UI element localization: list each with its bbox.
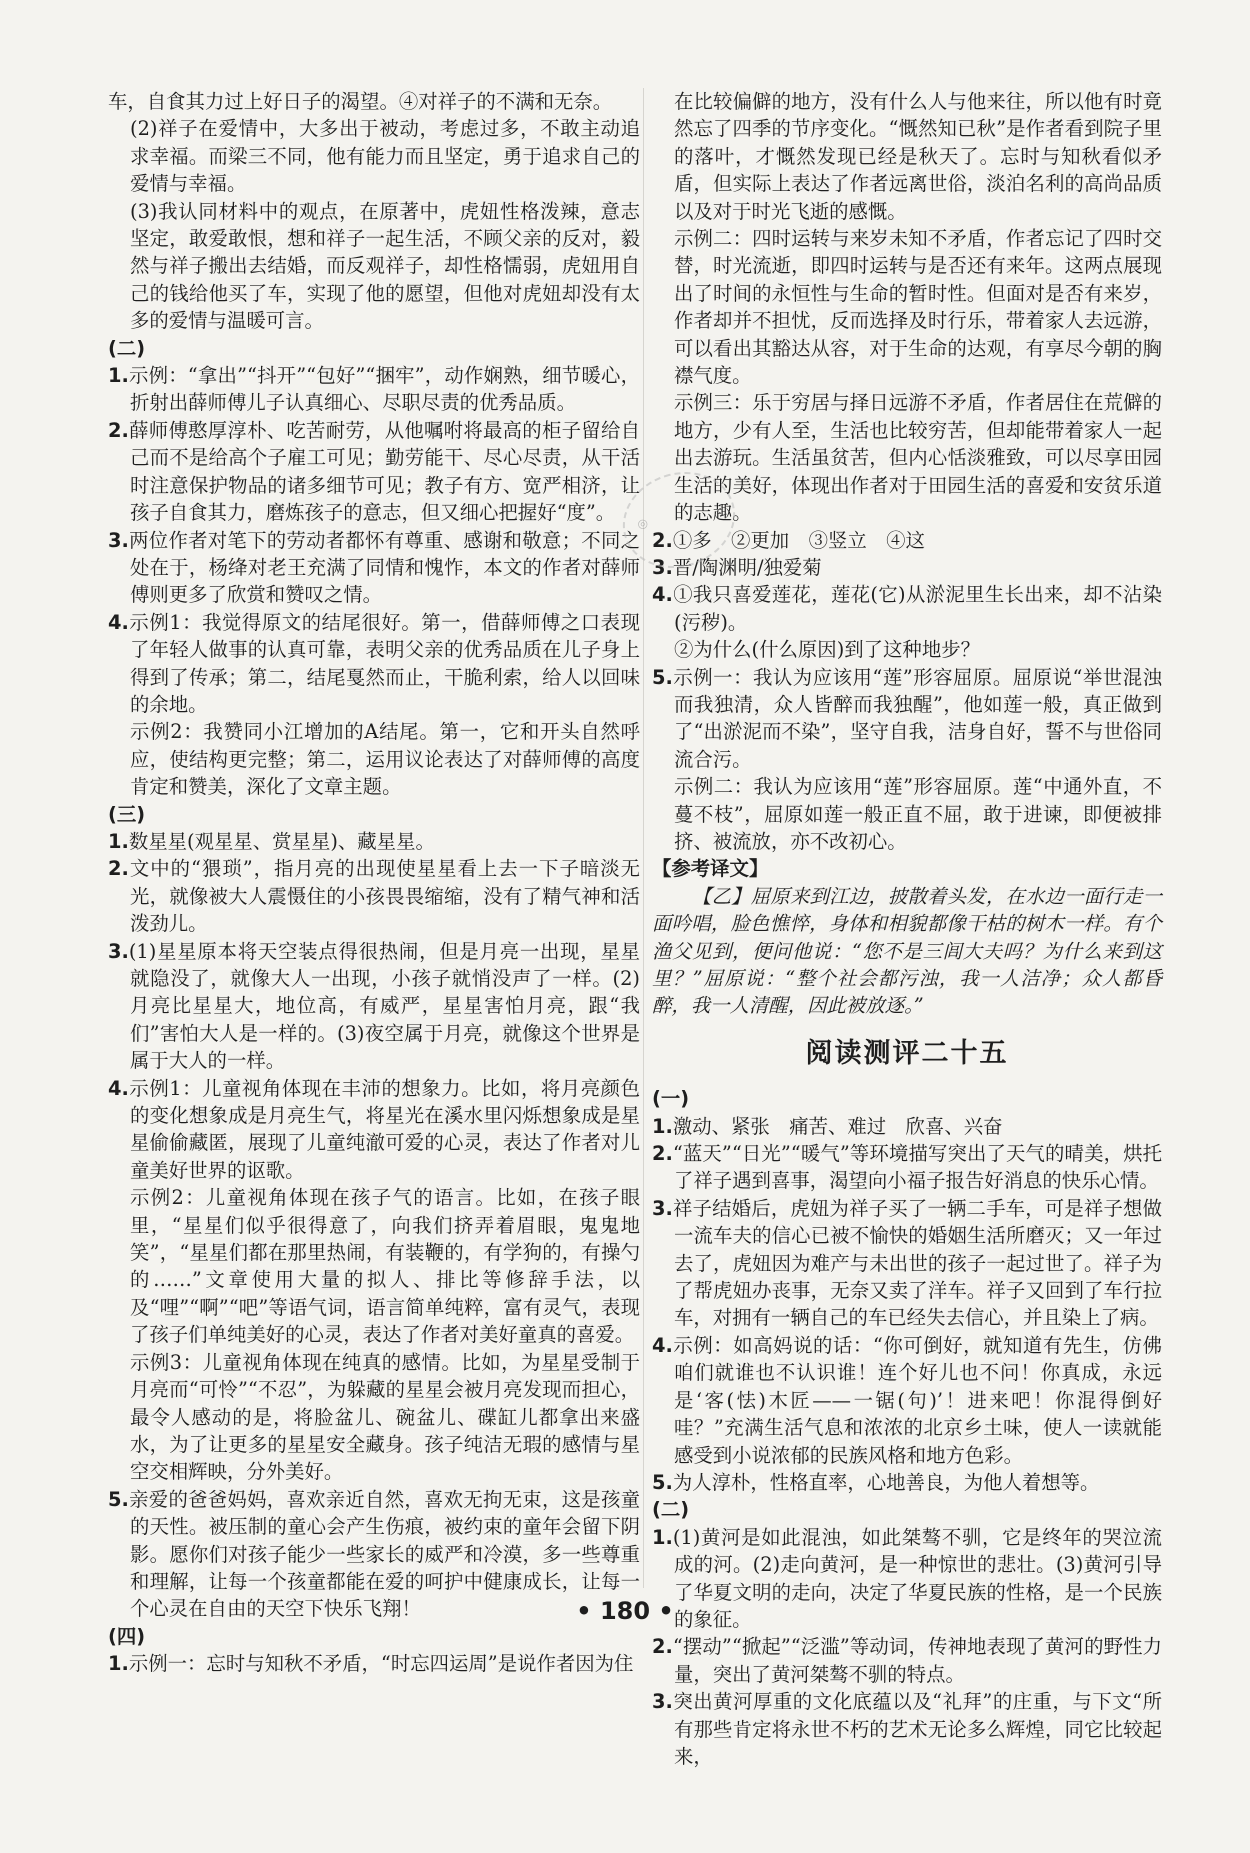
section-heading: (二) <box>108 336 146 360</box>
answer-text: ①我只喜爱莲花，莲花(它)从淤泥里生长出来，却不沾染(污秽)。 <box>672 583 1162 634</box>
answer-number: 2. <box>652 528 673 552</box>
answer-number: 3. <box>652 555 673 579</box>
section-heading: (二) <box>652 1498 690 1522</box>
answer-item <box>108 609 640 719</box>
answer-number: 2. <box>108 857 129 881</box>
section-heading: (一) <box>652 1087 690 1111</box>
answer-paragraph: 示例2：儿童视角体现在孩子气的语言。比如，在孩子眼里，“星星们似乎很得意了，向我们挤弄着眉眼，鬼鬼地笑”，“星星们都在那里热闹，有装鞭的，有学狗的，有操勺的……”文章使用大量的拟人、排比等修辞手法，以及“哩”“啊”“吧”等语气词，语言简单纯粹，富有灵气，表现了孩子们单纯美好的心灵，表达了作者对美好童真的喜爱。 <box>130 1186 640 1347</box>
answer-number: 1. <box>108 829 129 853</box>
answer-text: 两位作者对笔下的劳动者都怀有尊重、感谢和敬意；不同之处在于，杨绛对老王充满了同情和愧怍，本文的作者对薛师傅则更多了欣赏和赞叹之情。 <box>128 528 640 607</box>
stamp-mark: ◎ <box>635 515 650 532</box>
section-heading: (三) <box>108 802 146 826</box>
answer-number: 4. <box>652 583 673 607</box>
section-heading: (四) <box>108 1624 146 1648</box>
answer-number: 5. <box>652 1470 673 1494</box>
answer-text: 示例一：忘时与知秋不矛盾，“时忘四运周”是说作者因为住 <box>128 1652 634 1676</box>
answer-number: 1. <box>108 364 129 388</box>
answer-number: 2. <box>108 418 129 442</box>
answer-paragraph: (3)我认同材料中的观点，在原著中，虎妞性格泼辣，意志坚定，敢爱敢恨，想和祥子一起生活，不顾父亲的反对，毅然与祥子搬出去结婚，而反观祥子，却性格懦弱，虎妞用自己的钱给他买了车，实现了他的愿望，但他对虎妞却没有太多的爱情与温暖可言。 <box>130 199 640 333</box>
answer-number: 4. <box>108 610 129 634</box>
answer-text: 示例1：我觉得原文的结尾很好。第一，借薛师傅之口表现了年轻人做事的认真可靠，表明父亲的优秀品质在儿子身上得到了传承；第二，结尾戛然而止，干脆利索，给人以回味的余地。 <box>128 610 640 716</box>
translation-heading: 【参考译文】 <box>652 857 769 881</box>
answer-text: 示例：“拿出”“抖开”“包好”“捆牢”，动作娴熟，细节暖心，折射出薛师傅儿子认真细心、尽职尽责的优秀品质。 <box>128 364 640 415</box>
answer-item <box>108 362 640 417</box>
answer-item <box>108 938 640 1075</box>
answer-text: 示例：如高妈说的话：“你可倒好，就知道有先生，仿佛咱们就谁也不认识谁！连个好儿也不问！你真成，永远是‘客(怯)木匠——一锯(句)’！进来吧！你混得倒好哇？”充满生活气息和浓浓的北京乡土味，使人一读就能感受到小说浓郁的民族风格和地方色彩。 <box>672 1333 1162 1467</box>
column-divider <box>643 88 644 1588</box>
answer-item <box>652 1140 1162 1195</box>
answer-number: 1. <box>108 1652 129 1676</box>
answer-number: 3. <box>652 1196 673 1220</box>
answer-item <box>652 1688 1162 1770</box>
answer-text: “蓝天”“日光”“暖气”等环境描写突出了天气的晴美，烘托了祥子遇到喜事，渴望向小福子报告好消息的快乐心情。 <box>672 1142 1162 1193</box>
answer-text: 为人淳朴，性格直率，心地善良，为他人着想等。 <box>672 1470 1100 1494</box>
answer-text: ①多 ②更加 ③竖立 ④这 <box>672 528 925 552</box>
answer-text: (1)星星原本将天空装点得很热闹，但是月亮一出现，星星就隐没了，就像大人一出现，小孩子就悄没声了一样。(2)月亮比星星大，地位高，有威严，星星害怕月亮，跟“我们”害怕大人是一样的。(3)夜空属于月亮，就像这个世界是属于大人的一样。 <box>128 939 640 1073</box>
answer-number: 5. <box>652 665 673 689</box>
answer-item <box>108 828 640 855</box>
chapter-title: 阅读测评二十五 <box>805 1037 1009 1069</box>
answer-number: 2. <box>652 1635 673 1659</box>
answer-number: 4. <box>108 1076 129 1100</box>
answer-paragraph: 示例二：四时运转与来岁未知不矛盾，作者忘记了四时交替，时光流逝，即四时运转与是否还有来年。这两点展现出了时间的永恒性与生命的暂时性。但面对是否有来岁，作者却并不担忧，反而选择及时行乐，带着家人去远游，可以看出其豁达从容，对于生命的达观，有享尽今朝的胸襟气度。 <box>674 227 1162 388</box>
answer-text: 亲爱的爸爸妈妈，喜欢亲近自然，喜欢无拘无束，这是孩童的天性。被压制的童心会产生伤痕，被约束的童年会留下阴影。愿你们对孩子能少一些家长的威严和冷漠，多一些尊重和理解，让每一个孩童都能在爱的呵护中健康成长，让每一个心灵在自由的天空下快乐飞翔！ <box>128 1487 640 1621</box>
answer-paragraph: 示例2：我赞同小江增加的A结尾。第一，它和开头自然呼应，使结构更完整；第二，运用议论表达了对薛师傅的高度肯定和赞美，深化了文章主题。 <box>130 720 640 799</box>
right-column <box>652 88 1162 1770</box>
left-column <box>108 88 640 1678</box>
answer-number: 4. <box>652 1333 673 1357</box>
answer-number: 1. <box>652 1525 673 1549</box>
answer-text: 示例1：儿童视角体现在丰沛的想象力。比如，将月亮颜色的变化想象成是月亮生气，将星光在溪水里闪烁想象成是星星偷偷藏匿，展现了儿童纯澈可爱的心灵，表达了作者对儿童美好世界的讴歌。 <box>128 1076 640 1182</box>
answer-text: 突出黄河厚重的文化底蕴以及“礼拜”的庄重，与下文“所有那些肯定将永世不朽的艺术无论多么辉煌，同它比较起来， <box>672 1690 1162 1768</box>
answer-text: 激动、紧张 痛苦、难过 欣喜、兴奋 <box>672 1114 1003 1138</box>
answer-paragraph: 示例二：我认为应该用“莲”形容屈原。莲“中通外直，不蔓不枝”，屈原如莲一般正直不屈，敢于进谏，即便被排挤、被流放，亦不改初心。 <box>674 775 1162 853</box>
answer-text: (1)黄河是如此混浊，如此桀骜不驯，它是终年的哭泣流成的河。(2)走向黄河，是一种惊世的悲壮。(3)黄河引导了华夏文明的走向，决定了华夏民族的性格，是一个民族的象征。 <box>672 1525 1162 1631</box>
answer-number: 1. <box>652 1114 673 1138</box>
answer-item <box>108 527 640 609</box>
answer-text: 祥子结婚后，虎妞为祥子买了一辆二手车，可是祥子想做一流车夫的信心已被不愉快的婚姻生活所磨灭；又一年过去了，虎妞因为难产与未出世的孩子一起过世了。祥子为了帮虎妞办丧事，无奈又卖了洋车。祥子又回到了车行拉车，对拥有一辆自己的车已经失去信心，并且染上了病。 <box>672 1196 1162 1330</box>
answer-text: 晋/陶渊明/独爱菊 <box>672 555 822 579</box>
answer-item <box>652 1633 1162 1688</box>
answer-paragraph: 在比较偏僻的地方，没有什么人与他来往，所以他有时竟然忘了四季的节序变化。“慨然知已秋”是作者看到院子里的落叶，才慨然发现已经是秋天了。忘时与知秋看似矛盾，但实际上表达了作者远离世俗，淡泊名利的高尚品质以及对于时光飞逝的感慨。 <box>674 90 1162 223</box>
answer-number: 3. <box>108 528 129 552</box>
answer-paragraph: 示例三：乐于穷居与择日远游不矛盾，作者居住在荒僻的地方，少有人至，生活也比较穷苦，但却能带着家人一起出去游玩。生活虽贫苦，但内心恬淡雅致，可以尽享田园生活的美好，体现出作者对于田园生活的喜爱和安贫乐道的志趣。 <box>674 391 1162 525</box>
answer-text: 文中的“猥琐”，指月亮的出现使星星看上去一下子暗淡无光，就像被大人震慑住的小孩畏畏缩缩，没有了精气神和活泼劲儿。 <box>128 857 640 936</box>
answer-text: 薛师傅憨厚淳朴、吃苦耐劳，从他嘱咐将最高的柜子留给自己而不是给高个子雇工可见；勤劳能干、尽心尽责，从干活时注意保护物品的诸多细节可见；教子有方、宽严相济，让孩子自食其力，磨炼孩子的意志，但又细心把握好“度”。 <box>128 418 640 525</box>
answer-item <box>108 1075 640 1185</box>
page-number: • 180 • <box>576 1597 674 1625</box>
answer-text: “摆动”“掀起”“泛滥”等动词，传神地表现了黄河的野性力量，突出了黄河桀骜不驯的特点。 <box>672 1635 1162 1686</box>
answer-item <box>652 554 1162 581</box>
answer-number: 5. <box>108 1487 129 1511</box>
answer-continuation: 车，自食其力过上好日子的渴望。④对祥子的不满和无奈。 <box>108 90 613 113</box>
answer-number: 3. <box>652 1690 673 1714</box>
answer-item <box>652 1469 1162 1496</box>
page-number-value: 180 <box>599 1597 651 1625</box>
answer-item <box>652 1195 1162 1332</box>
answer-item <box>652 1332 1162 1469</box>
translation-text: 【乙】屈原来到江边，披散着头发，在水边一面行走一面吟唱，脸色憔悴，身体和相貌都像干枯的树木一样。有个渔父见到，便问他说：“您不是三闾大夫吗？为什么来到这里？”屈原说：“整个社会都污浊，我一人洁净；众人都昏醉，我一人清醒，因此被放逐。” <box>652 884 1162 1018</box>
answer-item <box>652 581 1162 636</box>
answer-paragraph: (2)祥子在爱情中，大多出于被动，考虑过多，不敢主动追求幸福。而梁三不同，他有能力而且坚定，勇于追求自己的爱情与幸福。 <box>130 117 640 196</box>
answer-item <box>108 1650 640 1677</box>
answer-item <box>108 855 640 937</box>
answer-item <box>652 664 1162 774</box>
answer-item <box>108 417 640 527</box>
answer-number: 2. <box>652 1142 673 1166</box>
answer-number: 3. <box>108 939 129 963</box>
answer-item <box>652 1113 1162 1140</box>
answer-paragraph: 示例3：儿童视角体现在纯真的感情。比如，为星星受制于月亮而“可怜”“不忍”，为躲藏的星星会被月亮发现而担心，最令人感动的是，将脸盆儿、碗盆儿、碟缸儿都拿出来盛水，为了让更多的星星安全藏身。孩子纯洁无瑕的感情与星空交相辉映，分外美好。 <box>130 1350 640 1484</box>
answer-text: 数星星(观星星、赏星星)、藏星星。 <box>128 829 435 853</box>
answer-text: 示例一：我认为应该用“莲”形容屈原。屈原说“举世混浊而我独清，众人皆醉而我独醒”，他如莲一般，真正做到了“出淤泥而不染”，坚守自我，洁身自好，誓不与世俗同流合污。 <box>672 665 1162 771</box>
answer-paragraph: ②为什么(什么原因)到了这种地步？ <box>674 638 980 662</box>
